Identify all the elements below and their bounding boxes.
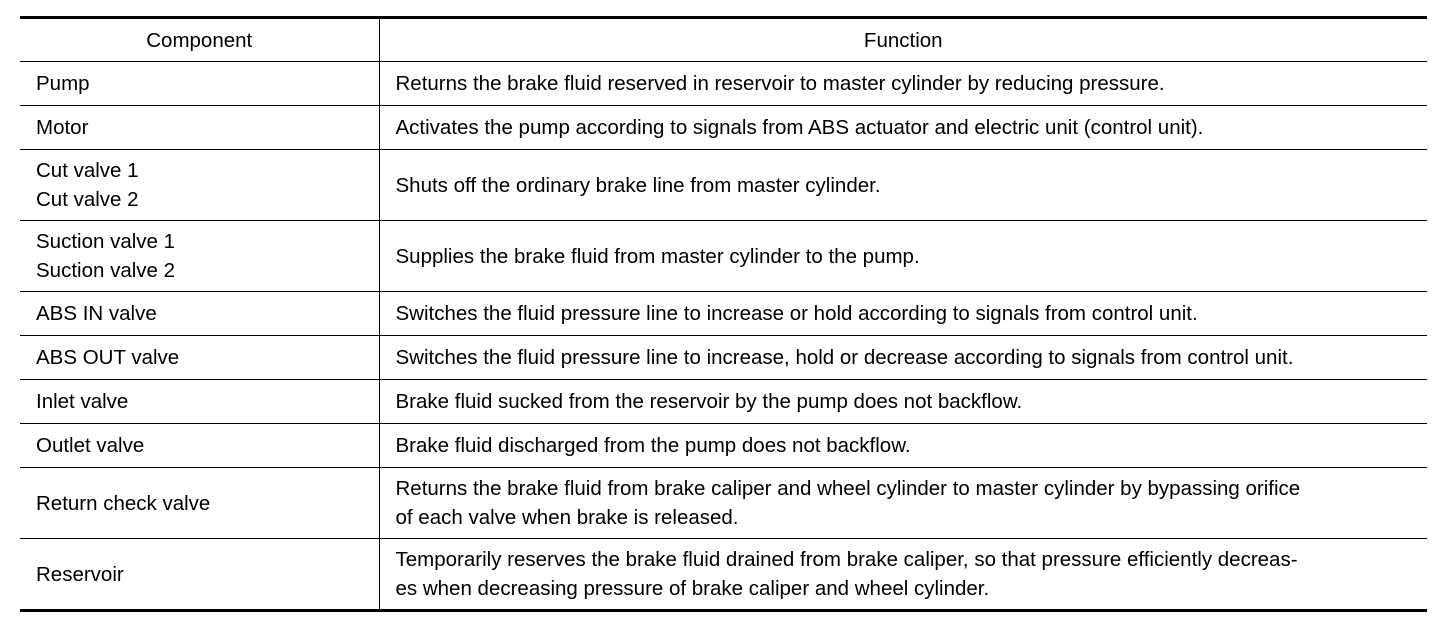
table-row <box>20 380 1427 424</box>
table-row <box>20 62 1427 106</box>
component-name: Cut valve 1 <box>36 159 139 182</box>
function-text: Switches the fluid pressure line to increase or hold according to signals from control unit. <box>395 302 1198 325</box>
table-header-row <box>20 18 1427 62</box>
component-name: Return check valve <box>36 491 211 515</box>
table-row <box>20 539 1427 611</box>
component-cell <box>20 62 379 106</box>
function-text: Activates the pump according to signals from ABS actuator and electric unit (control unit). <box>395 116 1204 139</box>
component-name: Outlet valve <box>36 434 145 457</box>
table-row <box>20 336 1427 380</box>
table-row <box>20 468 1427 539</box>
table-row <box>20 106 1427 150</box>
component-name: Cut valve 2 <box>36 188 139 211</box>
component-cell <box>20 292 379 336</box>
table-row <box>20 150 1427 221</box>
function-cell <box>379 468 1427 539</box>
function-cell <box>379 221 1427 292</box>
function-text: Brake fluid discharged from the pump does not backflow. <box>395 434 911 457</box>
component-cell <box>20 221 379 292</box>
component-cell <box>20 539 379 611</box>
component-function-table <box>20 16 1427 612</box>
component-name: Motor <box>36 116 89 139</box>
function-cell <box>379 424 1427 468</box>
function-text: of each valve when brake is released. <box>395 506 739 529</box>
header-function: Function <box>379 18 1427 62</box>
function-cell <box>379 62 1427 106</box>
function-text: Supplies the brake fluid from master cylinder to the pump. <box>395 244 920 268</box>
function-cell <box>379 292 1427 336</box>
function-cell <box>379 336 1427 380</box>
component-name: Suction valve 1 <box>36 230 176 253</box>
component-name: Suction valve 2 <box>36 259 176 282</box>
function-text: Switches the fluid pressure line to increase, hold or decrease according to signals from control unit. <box>395 346 1294 369</box>
function-text: Returns the brake fluid from brake caliper and wheel cylinder to master cylinder by bypassing orifice <box>395 477 1301 500</box>
component-cell <box>20 106 379 150</box>
component-name: ABS IN valve <box>36 302 157 325</box>
function-text: es when decreasing pressure of brake caliper and wheel cylinder. <box>395 577 990 600</box>
function-cell <box>379 539 1427 611</box>
header-component: Component <box>20 18 379 62</box>
table-row <box>20 221 1427 292</box>
function-cell <box>379 380 1427 424</box>
function-text: Returns the brake fluid reserved in reservoir to master cylinder by reducing pressure. <box>395 72 1165 95</box>
function-cell <box>379 150 1427 221</box>
component-name: ABS OUT valve <box>36 346 180 369</box>
component-name: Inlet valve <box>36 390 129 413</box>
function-text: Brake fluid sucked from the reservoir by the pump does not backflow. <box>395 390 1023 413</box>
function-cell <box>379 106 1427 150</box>
table-row <box>20 424 1427 468</box>
table-row <box>20 292 1427 336</box>
component-cell <box>20 150 379 221</box>
component-cell <box>20 336 379 380</box>
component-cell <box>20 424 379 468</box>
component-name: Pump <box>36 72 90 95</box>
component-cell <box>20 380 379 424</box>
function-text: Shuts off the ordinary brake line from master cylinder. <box>395 173 881 197</box>
component-name: Reservoir <box>36 562 124 586</box>
component-cell <box>20 468 379 539</box>
function-text: Temporarily reserves the brake fluid drained from brake caliper, so that pressure efficiently decreas- <box>395 548 1298 571</box>
